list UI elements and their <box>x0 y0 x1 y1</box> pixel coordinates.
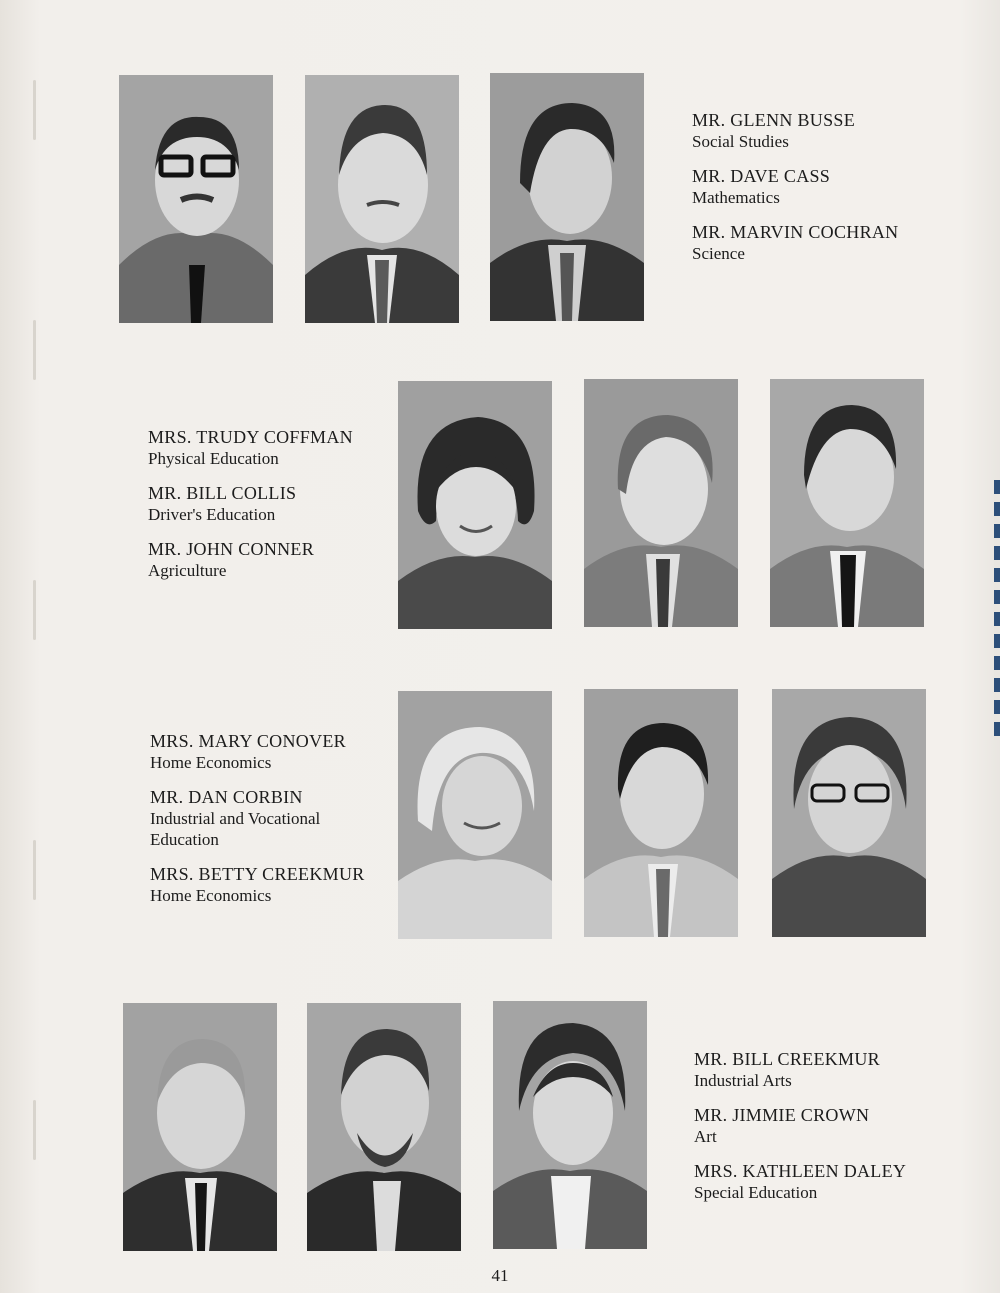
portrait-photo <box>307 1003 461 1251</box>
faculty-subject: Physical Education <box>148 449 279 468</box>
portrait-photo <box>398 381 552 629</box>
faculty-name: MR. BILL COLLIS <box>148 483 297 503</box>
faculty-entry <box>148 539 353 581</box>
caption-group <box>692 110 899 278</box>
faculty-name: MR. GLENN BUSSE <box>692 110 856 130</box>
faculty-name: MR. JOHN CONNER <box>148 539 315 559</box>
portrait-photo <box>584 379 738 627</box>
faculty-subject: Home Economics <box>150 886 272 905</box>
faculty-name: MR. DAVE CASS <box>692 166 831 186</box>
faculty-entry <box>148 483 353 525</box>
faculty-subject: Special Education <box>694 1183 818 1202</box>
faculty-name: MR. BILL CREEKMUR <box>694 1049 880 1069</box>
faculty-entry <box>692 222 899 264</box>
portrait-photo <box>493 1001 647 1249</box>
portrait-photo <box>305 75 459 323</box>
faculty-name: MR. DAN CORBIN <box>150 787 303 807</box>
faculty-subject: Driver's Education <box>148 505 276 524</box>
faculty-entry <box>150 864 365 906</box>
faculty-entry <box>694 1049 906 1091</box>
faculty-name: MRS. TRUDY COFFMAN <box>148 427 353 447</box>
portrait-photo <box>398 691 552 939</box>
faculty-name: MRS. BETTY CREEKMUR <box>150 864 365 884</box>
faculty-name: MRS. KATHLEEN DALEY <box>694 1161 907 1181</box>
portrait-photo <box>119 75 273 323</box>
faculty-name: MR. JIMMIE CROWN <box>694 1105 870 1125</box>
caption-group <box>148 427 353 595</box>
faculty-subject: Agriculture <box>148 561 227 580</box>
faculty-entry <box>150 787 365 850</box>
caption-group <box>150 731 365 920</box>
faculty-subject: Social Studies <box>692 132 789 151</box>
portrait-photo <box>490 73 644 321</box>
page-number: 41 <box>491 1266 509 1285</box>
faculty-subject: Industrial Arts <box>694 1071 792 1090</box>
faculty-entry <box>692 166 899 208</box>
faculty-entry <box>694 1105 906 1147</box>
portrait-photo <box>772 689 926 937</box>
portrait-photo <box>584 689 738 937</box>
faculty-subject: Industrial and Vocational Education <box>150 809 321 849</box>
page-edge-marks <box>994 480 1000 740</box>
faculty-entry <box>692 110 899 152</box>
faculty-entry <box>150 731 365 773</box>
faculty-subject: Science <box>692 244 745 263</box>
faculty-name: MRS. MARY CONOVER <box>150 731 346 751</box>
faculty-subject: Mathematics <box>692 188 780 207</box>
portrait-photo <box>770 379 924 627</box>
faculty-entry <box>694 1161 906 1203</box>
faculty-subject: Home Economics <box>150 753 272 772</box>
binding-stitches <box>28 60 42 1220</box>
caption-group <box>694 1049 906 1217</box>
faculty-name: MR. MARVIN COCHRAN <box>692 222 899 242</box>
portrait-photo <box>123 1003 277 1251</box>
faculty-entry <box>148 427 353 469</box>
faculty-subject: Art <box>694 1127 717 1146</box>
